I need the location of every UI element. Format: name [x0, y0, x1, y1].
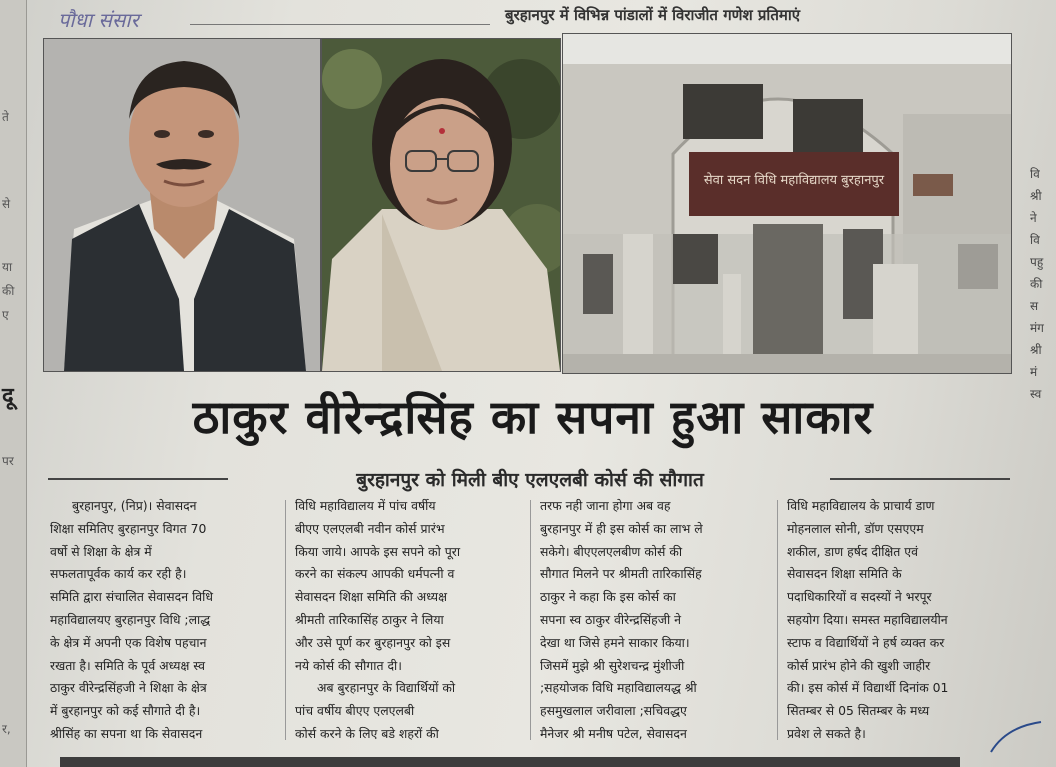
article-line: किया जाये। आपके इस सपने को पूरा [295, 543, 461, 559]
article-line: अब बुरहानपुर के विद्यार्थियों को [317, 680, 456, 696]
article-line: सकेगे। बीएएलएलबीण कोर्स की [540, 543, 683, 559]
section-label: पौधा संसार [58, 8, 139, 32]
article-line: में बुरहानपुर को कई सौगाते दी है। [50, 703, 201, 719]
article-line: सेवासदन शिक्षा समिति के [787, 566, 902, 582]
article-line: रखता है। समिति के पूर्व अध्यक्ष स्व [50, 657, 205, 673]
article-line: विधि महाविद्यालय में पांच वर्षीय [295, 498, 436, 513]
article-line: बुरहानपुर में ही इस कोर्स का लाभ ले [540, 520, 703, 536]
article-line: करने का संकल्प आपकी धर्मपत्नी व [295, 566, 455, 582]
article-line: के क्षेत्र में अपनी एक विशेष पहचान [50, 634, 207, 650]
margin-fragment: दू [2, 384, 14, 409]
section-divider [190, 24, 490, 25]
article-line: बुरहानपुर, (निप्र)। सेवासदन [72, 498, 197, 513]
woman-portrait-photo [321, 38, 561, 372]
article-line: महाविद्यालयए बुरहानपुर विधि ;लाद्ध [50, 611, 211, 627]
column-divider [530, 500, 531, 740]
margin-fragment: वि [1030, 233, 1040, 247]
top-headline: बुरहानपुर में विभिन्न पांडालों में विराजीत गणेश प्रतिमाएं [505, 6, 801, 24]
next-article-edge [60, 757, 960, 767]
article-line: श्रीसिंह का सपना था कि सेवासदन [50, 725, 203, 741]
article-line: पदाधिकारियों व सदस्यों ने भरपूर [787, 589, 932, 605]
article-line: नये कोर्स की सौगात दी। [295, 657, 402, 673]
article-line: मोहनलाल सोनी, डॉण एसएएम [787, 520, 924, 536]
article-line: सितम्बर से 05 सितम्बर के मध्य [787, 703, 930, 719]
article-line: समिति द्वारा संचालित सेवासदन विधि [50, 589, 213, 605]
article-line: पांच वर्षीय बीएए एलएलबी [295, 703, 415, 719]
column-divider [777, 500, 778, 740]
article-line: ठाकुर वीरेन्द्रसिंहजी ने शिक्षा के क्षेत्र [50, 680, 207, 696]
margin-fragment: मंग [1030, 321, 1044, 335]
article-line: सौगात मिलने पर श्रीमती तारिकासिंह [540, 566, 702, 582]
article-line: विधि महाविद्यालय के प्राचार्य डाण [787, 498, 935, 513]
margin-fragment: ते [2, 110, 9, 124]
article-column-2 [295, 495, 520, 746]
article-column-3 [540, 495, 765, 746]
article-line: कोर्स प्रारंभ होने की खुशी जाहीर [787, 657, 931, 673]
article-line: हसमुखलाल जरीवाला ;सचिवद्धए [540, 703, 687, 719]
margin-fragment: स्व [1030, 387, 1042, 401]
article-line: जिसमें मुझे श्री सुरेशचन्द्र मुंशीजी [540, 657, 685, 673]
article-line: ठाकुर ने कहा कि इस कोर्स का [540, 589, 676, 605]
article-line: ;सहयोजक विधि महाविद्यालयद्ध श्री [540, 680, 697, 696]
margin-fragment: से [2, 197, 11, 211]
margin-fragment: स [1030, 299, 1039, 313]
article-line: वर्षो से शिक्षा के क्षेत्र में [50, 543, 152, 559]
article-column-1 [50, 495, 275, 746]
margin-fragment: मं [1030, 365, 1038, 379]
article-line: देखा था जिसे हमने साकार किया। [540, 634, 690, 650]
article-line: बीएए एलएलबी नवीन कोर्स प्रारंभ [295, 520, 445, 536]
margin-fragment: ए [2, 308, 9, 322]
margin-fragment: की [2, 284, 15, 298]
article-line: सफलतापूर्वक कार्य कर रही है। [50, 566, 187, 582]
article-line: और उसे पूर्ण कर बुरहानपुर को इस [295, 634, 451, 650]
margin-fragment: या [2, 260, 13, 274]
margin-fragment: की [1030, 277, 1043, 291]
article-line: स्टाफ व विद्यार्थियों ने हर्ष व्यक्त कर [787, 634, 945, 650]
margin-fragment: पर [2, 454, 14, 468]
margin-fragment: ने [1030, 211, 1037, 225]
main-headline: ठाकुर वीरेन्द्रसिंह का सपना हुआ साकार [192, 390, 874, 444]
man-portrait-photo [43, 38, 321, 372]
article-line: तरफ नही जाना होगा अब वह [540, 498, 671, 513]
sub-headline: बुरहानपुर को मिली बीए एलएलबी कोर्स की सौगात [356, 469, 704, 491]
margin-fragment: पहु [1030, 255, 1044, 269]
article-line: की। इस कोर्स में विद्यार्थी दिनांक 01 [787, 680, 949, 696]
pen-mark-icon [986, 717, 1046, 757]
article-line: शिक्षा समितिए बुरहानपुर विगत 70 [50, 520, 207, 536]
college-building-photo [562, 33, 1012, 374]
article-column-4 [787, 495, 1012, 746]
article-line: सपना स्व ठाकुर वीरेन्द्रसिंहजी ने [540, 611, 681, 627]
article-line: कोर्स करने के लिए बडे शहरों की [295, 725, 439, 741]
column-divider [285, 500, 286, 740]
article-line: प्रवेश ले सकते है। [787, 725, 866, 741]
headline-rule-right [830, 478, 1010, 480]
margin-fragment: श्री [1030, 189, 1042, 203]
headline-rule-left [48, 478, 228, 480]
article-line: सेवासदन शिक्षा समिति की अध्यक्ष [295, 589, 447, 605]
margin-fragment: वि [1030, 167, 1040, 181]
left-adjacent-column [0, 0, 27, 767]
article-line: सहयोग दिया। समस्त महाविद्यालयीन [787, 611, 948, 627]
article-line: श्रीमती तारिकासिंह ठाकुर ने लिया [295, 611, 444, 627]
article-line: शकील, डाण हर्षद दीक्षित एवं [787, 543, 919, 559]
right-adjacent-column [1026, 150, 1056, 430]
signboard-text: सेवा सदन विधि महाविद्यालय बुरहानपुर [703, 173, 885, 188]
margin-fragment: श्री [1030, 343, 1042, 357]
margin-fragment: र, [2, 722, 11, 736]
article-line: मैनेजर श्री मनीष पटेल, सेवासदन [540, 725, 687, 741]
